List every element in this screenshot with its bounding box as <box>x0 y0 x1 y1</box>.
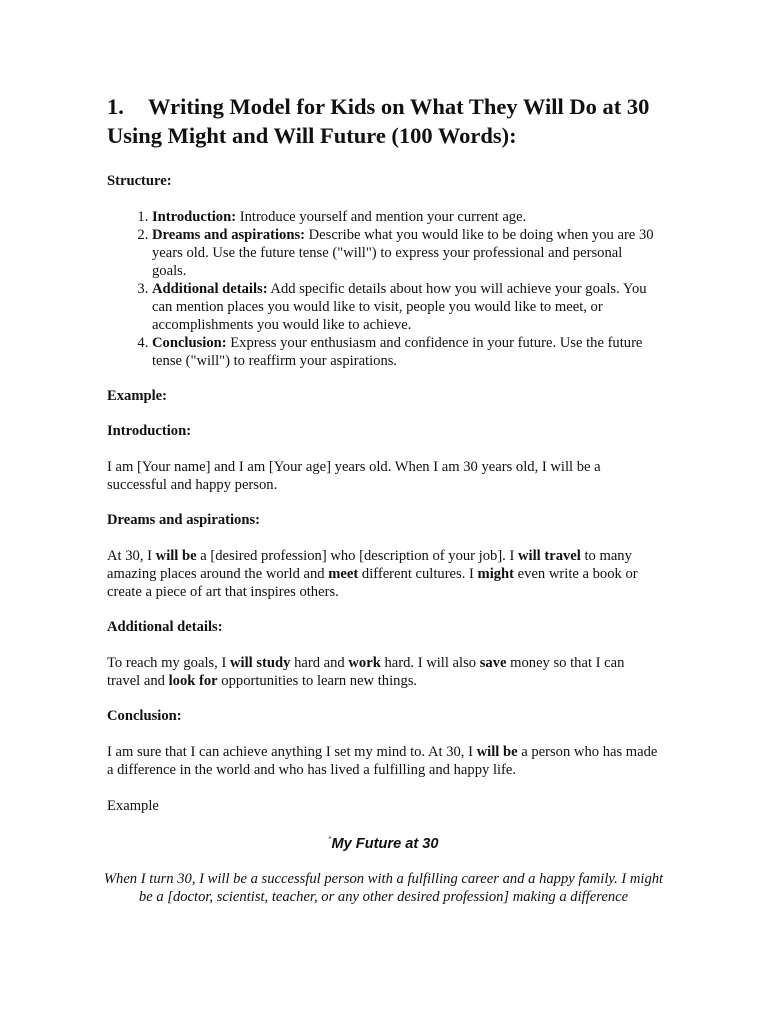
bold-run: look for <box>168 673 218 689</box>
page-title <box>107 92 660 150</box>
bold-run: meet <box>328 566 359 582</box>
text-run: hard and <box>290 655 349 671</box>
introduction-label: Introduction: <box>107 423 192 439</box>
introduction-paragraph: I am [Your name] and I am [Your age] years old. When I am 30 years old, I will be a successful and happy person. <box>107 459 601 493</box>
opening-quote: “ <box>328 835 332 845</box>
example-plain-label: Example <box>107 798 159 814</box>
conclusion-paragraph <box>107 743 660 779</box>
text-run: money so that I can travel and <box>107 655 625 689</box>
list-item <box>152 334 660 370</box>
text-run: even write a book or create a piece of art that inspires others. <box>107 566 638 600</box>
item-text: Describe what you would like to be doing when you are 30 years old. Use the future tense ("will") to express your professional and personal goals. <box>152 227 654 279</box>
conclusion-label: Conclusion: <box>107 708 182 724</box>
heading-title: Writing Model for Kids on What They Will Do at 30 Using Might and Will Future (100 Words): <box>107 94 650 148</box>
text-run: At 30, I <box>107 548 156 564</box>
item-term: Dreams and aspirations: <box>152 227 305 243</box>
essay-paragraph: When I turn 30, I will be a successful person with a fulfilling career and a happy family. I might be a [doctor, scientist, teacher, or any other desired profession] making a difference <box>103 871 664 905</box>
bold-run: save <box>479 655 507 671</box>
bold-run: will travel <box>518 548 581 564</box>
structure-label: Structure: <box>107 173 172 189</box>
item-term: Additional details: <box>152 281 268 297</box>
text-run: a person who has made a difference in the world and who has lived a fulfilling and happy life. <box>107 744 658 778</box>
bold-run: will study <box>230 655 291 671</box>
bold-run: will be <box>155 548 197 564</box>
text-run: I am sure that I can achieve anything I set my mind to. At 30, I <box>107 744 477 760</box>
example-label: Example: <box>107 388 167 404</box>
item-text: Express your enthusiasm and confidence in your future. Use the future tense ("will") to reaffirm your aspirations. <box>152 335 643 369</box>
essay-title-text: My Future at 30 <box>331 836 439 852</box>
text-run: different cultures. I <box>358 566 478 582</box>
bold-run: will be <box>476 744 518 760</box>
bold-run: might <box>477 566 515 582</box>
essay-title <box>107 835 660 852</box>
item-term: Introduction: <box>152 209 237 225</box>
structure-list <box>107 208 660 370</box>
dreams-label: Dreams and aspirations: <box>107 512 260 528</box>
item-text: Add specific details about how you will achieve your goals. You can mention places you would like to visit, people you would like to meet, or accomplishments you would like to achieve. <box>152 281 647 333</box>
item-term: Conclusion: <box>152 335 227 351</box>
list-item <box>152 280 660 334</box>
item-text: Introduce yourself and mention your current age. <box>236 209 527 225</box>
dreams-paragraph <box>107 547 660 601</box>
details-paragraph <box>107 654 660 690</box>
text-run: opportunities to learn new things. <box>217 673 418 689</box>
text-run: a [desired profession] who [description of your job]. I <box>196 548 518 564</box>
text-run: To reach my goals, I <box>107 655 230 671</box>
text-run: to many amazing places around the world and <box>107 548 632 582</box>
heading-number: 1. <box>107 94 124 119</box>
text-run: hard. I will also <box>380 655 480 671</box>
list-item <box>152 226 660 280</box>
list-item <box>152 208 660 226</box>
bold-run: work <box>348 655 381 671</box>
details-label: Additional details: <box>107 619 223 635</box>
